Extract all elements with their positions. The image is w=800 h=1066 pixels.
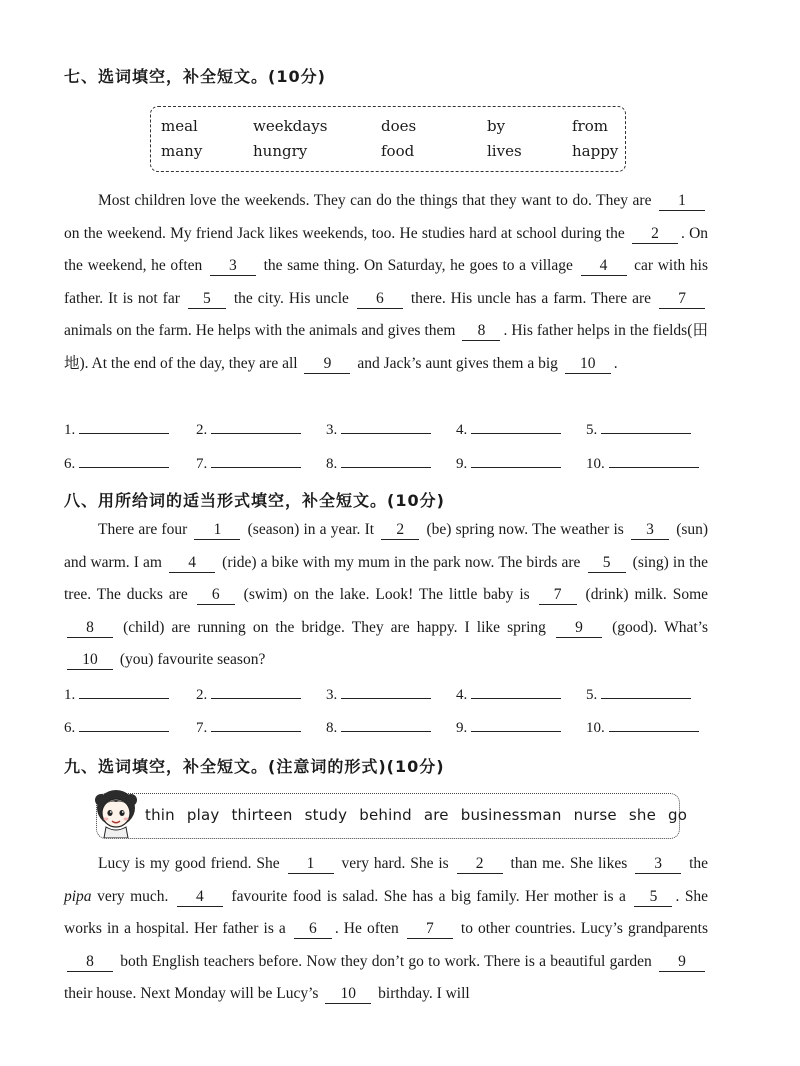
blank-8[interactable]: 8 bbox=[462, 322, 500, 341]
section7-answer-row-1 bbox=[64, 419, 724, 443]
answer-slot[interactable] bbox=[196, 684, 301, 704]
passage-text: There are four bbox=[98, 521, 188, 538]
word-bar-item: go bbox=[668, 806, 688, 824]
passage-text: favourite food is salad. She has a big family. Her mother is a bbox=[231, 887, 626, 905]
answer-number: 10. bbox=[586, 720, 605, 736]
blank-5[interactable]: 5 bbox=[634, 888, 672, 907]
answer-number: 3. bbox=[326, 422, 338, 438]
answer-number: 6. bbox=[64, 720, 76, 736]
word-box-item: from bbox=[572, 117, 608, 135]
answer-slot[interactable] bbox=[64, 684, 169, 704]
blank-9[interactable]: 9 bbox=[659, 953, 705, 972]
word-box-item: food bbox=[381, 142, 415, 160]
girl-illustration-icon bbox=[92, 786, 140, 838]
blank-4[interactable]: 4 bbox=[169, 554, 215, 573]
word-bar-item: study bbox=[304, 806, 348, 824]
blank-8[interactable]: 8 bbox=[67, 953, 113, 972]
passage-text: (sing) in the tree. The ducks are bbox=[64, 553, 709, 603]
answer-slot[interactable] bbox=[326, 419, 431, 439]
answer-slot[interactable] bbox=[586, 717, 699, 737]
answer-slot[interactable] bbox=[456, 684, 561, 704]
answer-number: 7. bbox=[196, 720, 208, 736]
blank-8[interactable]: 8 bbox=[67, 619, 113, 638]
answer-number: 8. bbox=[326, 456, 338, 472]
section7-word-box bbox=[150, 106, 626, 172]
answer-slot[interactable] bbox=[586, 684, 691, 704]
blank-6[interactable]: 6 bbox=[357, 290, 403, 309]
answer-number: 5. bbox=[586, 687, 598, 703]
answer-slot[interactable] bbox=[456, 453, 561, 473]
answer-number: 4. bbox=[456, 422, 468, 438]
word-bar-item: nurse bbox=[573, 806, 617, 824]
passage-text: (good). What’s bbox=[612, 618, 708, 636]
blank-10[interactable]: 10 bbox=[67, 651, 113, 670]
answer-number: 4. bbox=[456, 687, 468, 703]
blank-2[interactable]: 2 bbox=[632, 225, 678, 244]
passage-text: the same thing. On Saturday, he goes to a village bbox=[263, 257, 573, 274]
word-box-item: lives bbox=[487, 142, 522, 160]
answer-number: 2. bbox=[196, 422, 208, 438]
word-bar-item: are bbox=[423, 806, 449, 824]
blank-3[interactable]: 3 bbox=[631, 521, 669, 540]
blank-3[interactable]: 3 bbox=[635, 855, 681, 874]
passage-text: very hard. She is bbox=[341, 855, 449, 872]
blank-2[interactable]: 2 bbox=[457, 855, 503, 874]
word-box-item: hungry bbox=[253, 142, 308, 160]
answer-slot[interactable] bbox=[586, 453, 699, 473]
answer-number: 8. bbox=[326, 720, 338, 736]
blank-6[interactable]: 6 bbox=[294, 920, 332, 939]
word-bar-item: thirteen bbox=[231, 806, 293, 824]
section7-answer-row-2 bbox=[64, 453, 724, 477]
answer-number: 10. bbox=[586, 456, 605, 472]
answer-number: 5. bbox=[586, 422, 598, 438]
section9-title: 九、选词填空，补全短文。(注意词的形式)(10分) bbox=[64, 757, 445, 776]
passage-text: (season) in a year. It bbox=[247, 521, 375, 538]
word-box-item: by bbox=[487, 117, 506, 135]
word-box-item: weekdays bbox=[253, 117, 328, 135]
passage-text: there. His uncle has a farm. There are bbox=[410, 289, 652, 307]
section7-title: 七、选词填空，补全短文。(10分) bbox=[64, 67, 326, 86]
answer-slot[interactable] bbox=[64, 419, 169, 439]
passage-text: (drink) milk. Some bbox=[585, 586, 709, 603]
answer-slot[interactable] bbox=[456, 717, 561, 737]
answer-slot[interactable] bbox=[326, 453, 431, 473]
answer-number: 9. bbox=[456, 456, 468, 472]
blank-2[interactable]: 2 bbox=[381, 521, 419, 540]
blank-6[interactable]: 6 bbox=[197, 586, 235, 605]
section9-passage bbox=[64, 848, 708, 1011]
word-bar-item: behind bbox=[359, 806, 412, 824]
word-bar-item: businessman bbox=[460, 806, 562, 824]
blank-1[interactable]: 1 bbox=[288, 855, 334, 874]
blank-7[interactable]: 7 bbox=[407, 920, 453, 939]
passage-text: the city. His uncle bbox=[233, 289, 349, 307]
passage-text: on the weekend. My friend Jack likes weekends, too. He studies hard at school during the bbox=[64, 224, 625, 242]
blank-7[interactable]: 7 bbox=[659, 290, 705, 309]
answer-slot[interactable] bbox=[586, 419, 691, 439]
word-bar-item: play bbox=[186, 806, 220, 824]
blank-4[interactable]: 4 bbox=[581, 257, 627, 276]
answer-slot[interactable] bbox=[196, 419, 301, 439]
blank-10[interactable]: 10 bbox=[565, 355, 611, 374]
passage-text: their house. Next Monday will be Lucy’s bbox=[64, 985, 319, 1002]
answer-slot[interactable] bbox=[326, 684, 431, 704]
answer-number: 3. bbox=[326, 687, 338, 703]
answer-number: 9. bbox=[456, 720, 468, 736]
passage-text: (child) are running on the bridge. They are happy. I like spring bbox=[123, 618, 546, 636]
passage-text: animals on the farm. He helps with the animals and gives them bbox=[64, 322, 456, 339]
passage-text: and Jack’s aunt gives them a big bbox=[357, 354, 558, 372]
passage-text: car with his father. It is not far bbox=[64, 257, 709, 307]
word-box-item: happy bbox=[572, 142, 619, 160]
passage-text: (ride) a bike with my mum in the park now. The birds are bbox=[222, 553, 581, 571]
answer-number: 1. bbox=[64, 422, 76, 438]
passage-text: than me. She likes bbox=[510, 855, 628, 872]
blank-9[interactable]: 9 bbox=[556, 619, 602, 638]
passage-text: . On the weekend, he often bbox=[64, 224, 709, 274]
answer-slot[interactable] bbox=[456, 419, 561, 439]
section8-title: 八、用所给词的适当形式填空，补全短文。(10分) bbox=[64, 491, 445, 510]
answer-number: 6. bbox=[64, 456, 76, 472]
passage-text: . bbox=[613, 354, 618, 372]
blank-9[interactable]: 9 bbox=[304, 355, 350, 374]
word-box-item: meal bbox=[161, 117, 198, 135]
passage-text: Lucy is my good friend. She bbox=[98, 855, 280, 872]
section8-answer-row-1 bbox=[64, 684, 724, 708]
answer-number: 2. bbox=[196, 687, 208, 703]
blank-3[interactable]: 3 bbox=[210, 257, 256, 276]
section8-answer-row-2 bbox=[64, 717, 724, 741]
blank-10[interactable]: 10 bbox=[325, 985, 371, 1004]
passage-text: (be) spring now. The weather is bbox=[426, 521, 624, 538]
answer-slot[interactable] bbox=[326, 717, 431, 737]
passage-text: (swim) on the lake. Look! The little baby is bbox=[243, 586, 530, 603]
blank-1[interactable]: 1 bbox=[194, 521, 240, 540]
answer-number: 1. bbox=[64, 687, 76, 703]
section9-word-bar bbox=[96, 793, 688, 839]
passage-text: (sun) and warm. I am bbox=[64, 521, 709, 571]
blank-5[interactable]: 5 bbox=[188, 290, 226, 309]
passage-text: . He often bbox=[334, 920, 399, 937]
word-bar-list bbox=[145, 806, 699, 824]
passage-text: very much. bbox=[97, 887, 169, 905]
answer-slot[interactable] bbox=[196, 717, 301, 737]
answer-slot[interactable] bbox=[64, 453, 169, 473]
blank-4[interactable]: 4 bbox=[177, 888, 223, 907]
passage-text: to other countries. Lucy’s grandparents bbox=[460, 920, 708, 937]
blank-5[interactable]: 5 bbox=[588, 554, 626, 573]
passage-text: both English teachers before. Now they don’t go to work. There is a beautiful garden bbox=[120, 952, 652, 970]
passage-text: . She works in a hospital. Her father is a bbox=[64, 887, 709, 937]
passage-text: . His father helps in the fields(田地). At the end of the day, they are all bbox=[64, 322, 708, 372]
answer-slot[interactable] bbox=[196, 453, 301, 473]
passage-text: the bbox=[689, 855, 709, 872]
word-box-item: many bbox=[161, 142, 203, 160]
answer-number: 7. bbox=[196, 456, 208, 472]
passage-text: birthday. I will bbox=[378, 985, 470, 1002]
blank-1[interactable]: 1 bbox=[659, 192, 705, 211]
passage-text: (you) favourite season? bbox=[119, 651, 266, 668]
word-bar-item: she bbox=[628, 806, 657, 824]
section8-passage bbox=[64, 514, 708, 677]
section7-passage bbox=[64, 185, 708, 380]
blank-7[interactable]: 7 bbox=[539, 586, 577, 605]
word-bar-item: thin bbox=[145, 806, 175, 824]
word-box-item: does bbox=[381, 117, 417, 135]
passage-italic-word: pipa bbox=[64, 887, 92, 905]
answer-slot[interactable] bbox=[64, 717, 169, 737]
passage-text: Most children love the weekends. They can do the things that they want to do. They are bbox=[98, 192, 652, 209]
